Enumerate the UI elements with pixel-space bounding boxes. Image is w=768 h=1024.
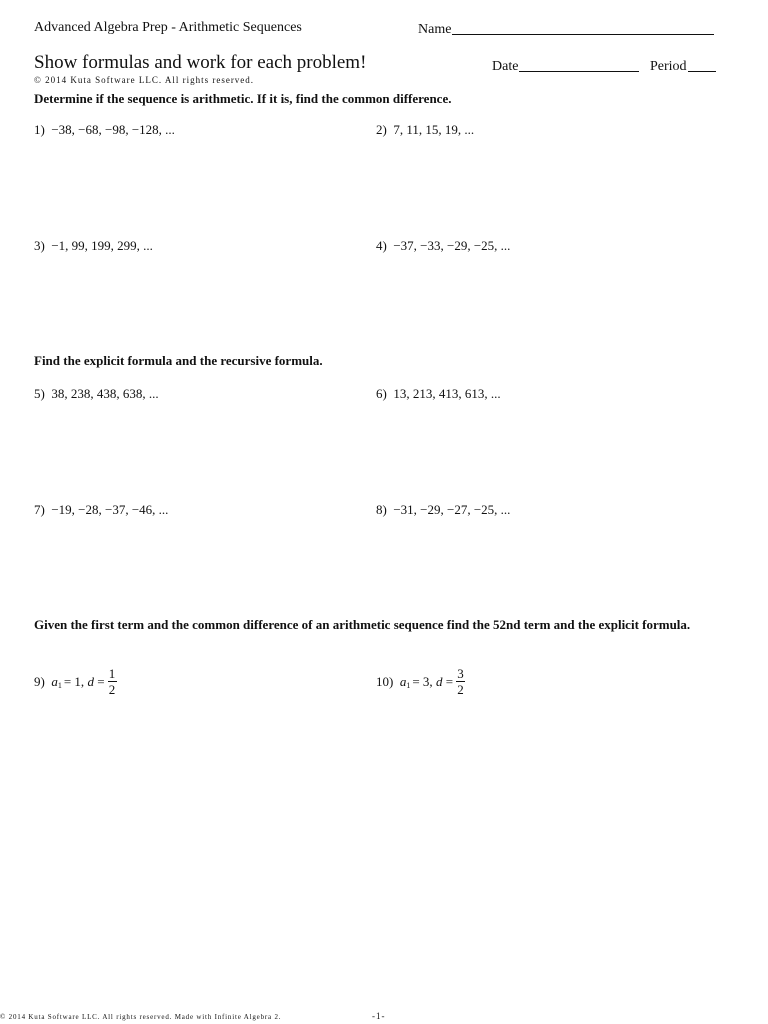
section-heading-52nd-term: Given the first term and the common difference of an arithmetic sequence find the 52nd term and the explicit formula. bbox=[34, 617, 691, 632]
instruction-heading: Show formulas and work for each problem! bbox=[34, 52, 367, 73]
problem-1 bbox=[34, 122, 175, 138]
date-blank-line bbox=[519, 57, 639, 72]
problem-number: 9) bbox=[34, 673, 45, 689]
difference-variable: d bbox=[435, 673, 443, 689]
problem-4 bbox=[376, 238, 510, 254]
name-field[interactable] bbox=[418, 20, 714, 38]
period-blank-line bbox=[688, 57, 716, 72]
problem-number: 5) bbox=[34, 386, 45, 401]
problem-sequence: −1, 99, 199, 299, ... bbox=[51, 238, 153, 253]
equals-sign: = bbox=[445, 673, 454, 689]
fraction-numerator: 3 bbox=[457, 666, 464, 681]
subscript: 1 bbox=[406, 681, 411, 690]
problem-3 bbox=[34, 238, 153, 254]
problem-10 bbox=[376, 666, 465, 697]
problem-7 bbox=[34, 502, 168, 518]
fraction-denominator: 2 bbox=[457, 682, 464, 697]
problem-sequence: −31, −29, −27, −25, ... bbox=[393, 502, 511, 517]
problem-8 bbox=[376, 502, 510, 518]
problem-number: 6) bbox=[376, 386, 387, 401]
header-copyright: © 2014 Kuta Software LLC. All rights reserved. bbox=[34, 75, 255, 85]
difference-variable: d bbox=[87, 673, 94, 689]
name-blank-line bbox=[452, 20, 714, 35]
problem-number: 2) bbox=[376, 122, 387, 137]
problem-6 bbox=[376, 386, 501, 402]
difference-fraction bbox=[456, 666, 465, 697]
problem-number: 10) bbox=[376, 673, 394, 689]
section-heading-arithmetic-check: Determine if the sequence is arithmetic. If it is, find the common difference. bbox=[34, 91, 452, 106]
problem-5 bbox=[34, 386, 159, 402]
problem-sequence: 7, 11, 15, 19, ... bbox=[393, 122, 475, 137]
fraction-denominator: 2 bbox=[108, 682, 116, 697]
problem-number: 8) bbox=[376, 502, 387, 517]
problem-sequence: −37, −33, −29, −25, ... bbox=[393, 238, 511, 253]
first-term-value: = 1, bbox=[63, 673, 85, 689]
worksheet-title: Advanced Algebra Prep - Arithmetic Sequences bbox=[34, 20, 302, 35]
period-field[interactable] bbox=[650, 57, 716, 75]
problem-number: 3) bbox=[34, 238, 45, 253]
date-field[interactable] bbox=[492, 57, 639, 75]
problem-sequence: −19, −28, −37, −46, ... bbox=[51, 502, 169, 517]
first-term-variable: a bbox=[51, 673, 58, 689]
page-number: -1- bbox=[372, 1011, 386, 1021]
problem-number: 4) bbox=[376, 238, 387, 253]
problem-number: 7) bbox=[34, 502, 45, 517]
problem-sequence: 13, 213, 413, 613, ... bbox=[393, 386, 501, 401]
problem-sequence: −38, −68, −98, −128, ... bbox=[51, 122, 175, 137]
section-heading-formulas: Find the explicit formula and the recursive formula. bbox=[34, 353, 323, 368]
problem-number: 1) bbox=[34, 122, 45, 137]
fraction-numerator: 1 bbox=[108, 666, 116, 681]
subscript: 1 bbox=[57, 681, 62, 690]
name-label: Name bbox=[418, 22, 452, 37]
problem-sequence: 38, 238, 438, 638, ... bbox=[51, 386, 159, 401]
first-term-variable: a bbox=[399, 673, 407, 689]
first-term-value: = 3, bbox=[412, 673, 433, 689]
difference-fraction bbox=[108, 666, 117, 697]
problem-9 bbox=[34, 666, 117, 697]
equals-sign: = bbox=[97, 673, 105, 689]
footer-copyright: © 2014 Kuta Software LLC. All rights reserved. Made with Infinite Algebra 2. bbox=[0, 1013, 282, 1021]
problem-2 bbox=[376, 122, 474, 138]
period-label: Period bbox=[650, 59, 687, 74]
date-label: Date bbox=[492, 59, 519, 74]
